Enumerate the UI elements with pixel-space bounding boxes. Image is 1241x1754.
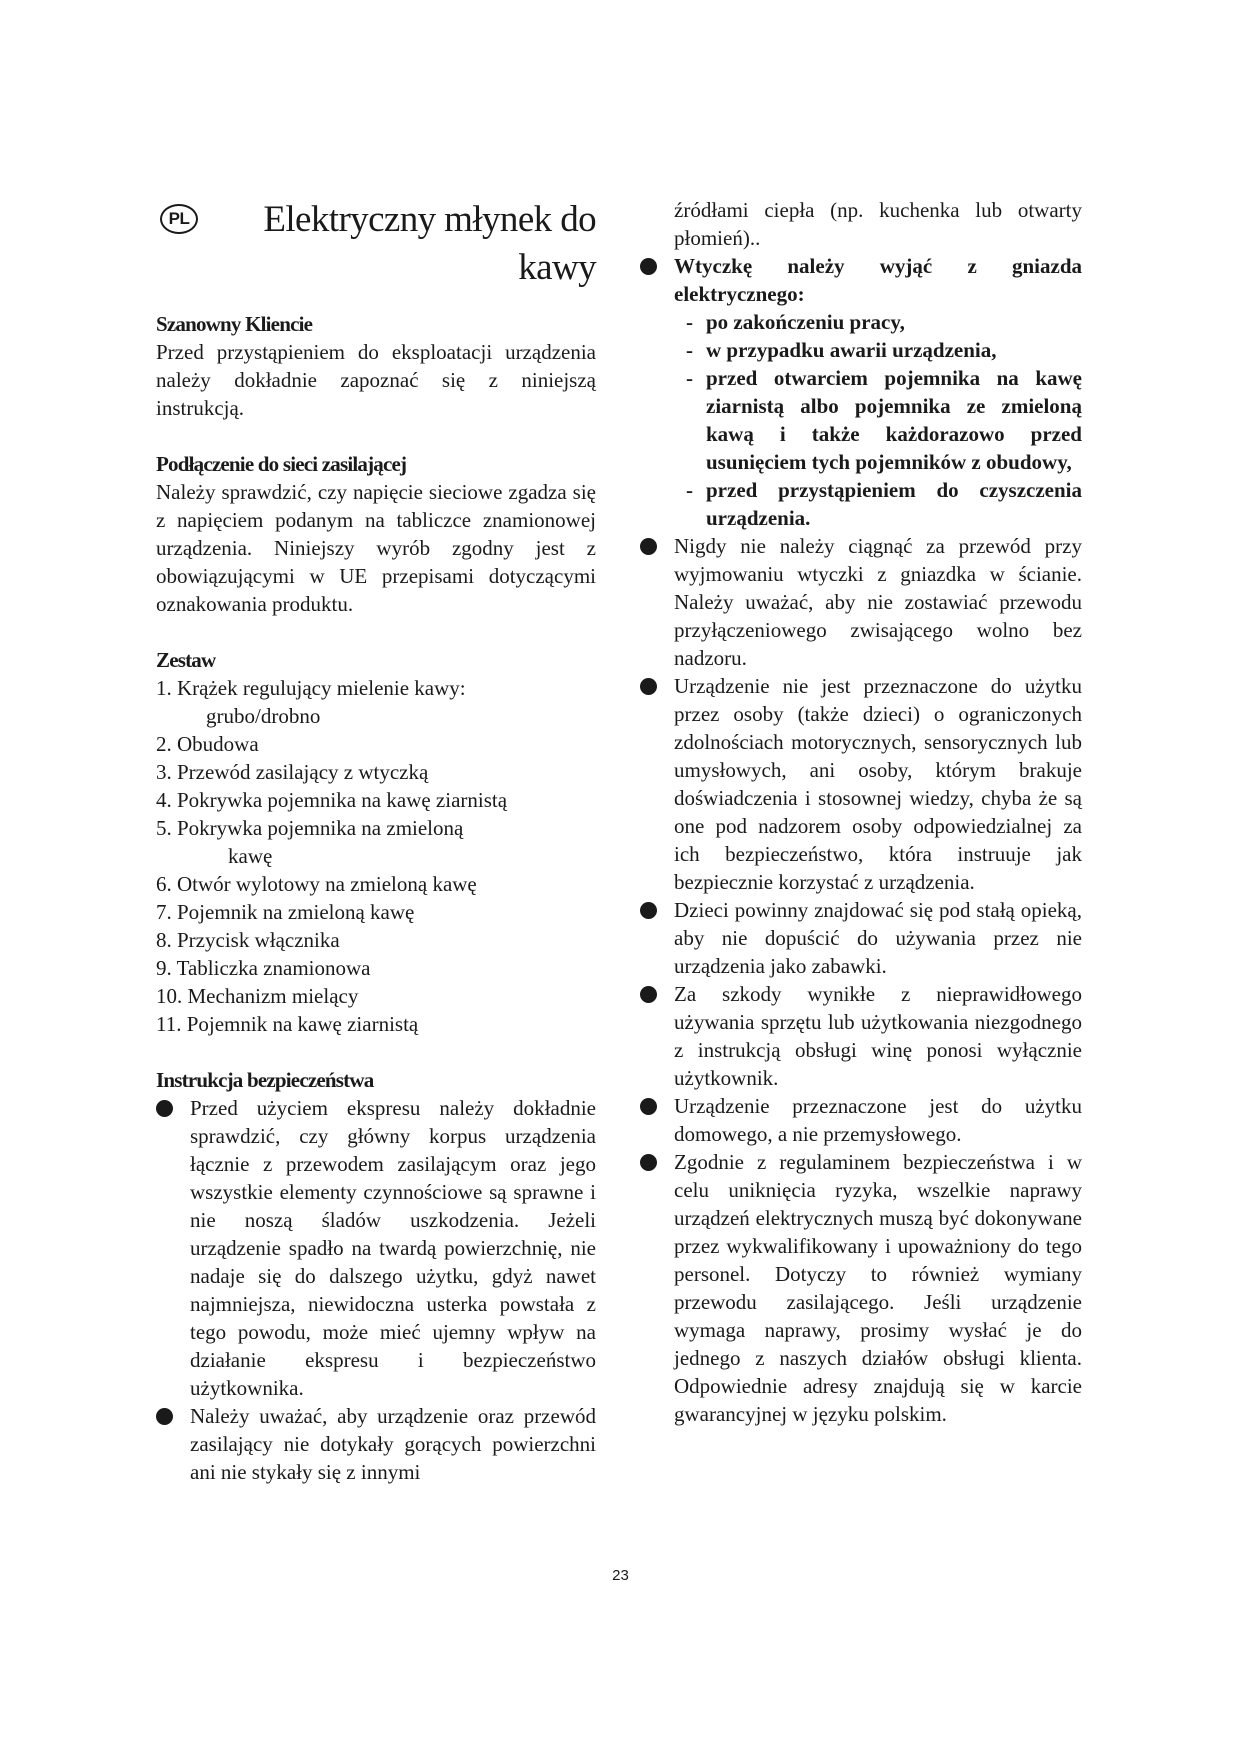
set-heading: Zestaw <box>156 648 216 672</box>
list-item <box>674 308 1082 336</box>
list-item <box>640 896 1082 980</box>
bullet-icon <box>640 258 657 275</box>
dash-mark: - <box>686 310 693 334</box>
bullet-text: Urządzenie nie jest przeznaczone do użytku przez osoby (także dzieci) o ograniczonych zdolnościach motorycznych, sensorycznych lub umysłowych, ani osoby, którym brakuje doświadczenia i stosownej wiedzy, chyba że są one pod nadzorem osoby odpowiedzialnej za ich bezpieczeństwo, która instruuje jak bezpiecznie korzystać z urządzenia. <box>674 674 1082 894</box>
bullet-text: Za szkody wynikłe z nieprawidłowego używania sprzętu lub użytkowania niezgodnego z instrukcją obsługi winę ponosi wyłącznie użytkownik. <box>674 982 1082 1090</box>
list-item <box>156 1402 596 1486</box>
page-title <box>206 196 596 292</box>
list-item <box>674 476 1082 532</box>
bullet-text: Urządzenie przeznaczone jest do użytku domowego, a nie przemysłowego. <box>674 1094 1082 1146</box>
intro-section <box>156 310 596 422</box>
bullet-text: Nigdy nie należy ciągnąć za przewód przy wyjmowaniu wtyczki z gniazdka w ścianie. Należy uważać, aby nie zostawiać przewodu przyłączeniowego zwisającego wolno bez nadzoru. <box>674 534 1082 670</box>
right-column <box>640 196 1082 1428</box>
list-item: 7. Pojemnik na zmieloną kawę <box>156 900 415 924</box>
list-item: 4. Pokrywka pojemnika na kawę ziarnistą <box>156 788 508 812</box>
left-column <box>156 310 596 1514</box>
dash-mark: - <box>686 338 693 362</box>
list-item <box>674 364 1082 476</box>
connection-heading: Podłączenie do sieci zasilającej <box>156 452 407 476</box>
bullet-icon <box>156 1408 173 1425</box>
list-item <box>156 814 596 870</box>
bullet-icon <box>640 538 657 555</box>
list-item: 11. Pojemnik na kawę ziarnistą <box>156 1012 419 1036</box>
bullet-icon <box>640 678 657 695</box>
bullet-icon <box>640 986 657 1003</box>
dash-text: przed przystąpieniem do czyszczenia urządzenia. <box>706 478 1082 530</box>
list-item: 8. Przycisk włącznika <box>156 928 340 952</box>
dash-text: po zakończeniu pracy, <box>706 310 905 334</box>
list-item-text: 5. Pokrywka pojemnika na zmieloną <box>156 816 464 840</box>
list-item <box>640 1092 1082 1148</box>
dash-text: w przypadku awarii urządzenia, <box>706 338 997 362</box>
list-item: 6. Otwór wylotowy na zmieloną kawę <box>156 872 477 896</box>
list-item: 2. Obudowa <box>156 732 259 756</box>
list-item <box>156 1094 596 1402</box>
list-item-continuation: grubo/drobno <box>206 704 321 728</box>
page-title-line-1: Elektryczny młynek do <box>263 199 596 240</box>
list-item <box>640 672 1082 896</box>
bullet-text: Dzieci powinny znajdować się pod stałą opieką, aby nie dopuścić do używania przez nie urządzenia jako zabawki. <box>674 898 1082 978</box>
intro-text: Przed przystąpieniem do eksploatacji urządzenia należy dokładnie zapoznać się z niniejszą instrukcją. <box>156 340 596 420</box>
title-block <box>156 196 596 296</box>
list-item <box>640 532 1082 672</box>
continuation-text: źródłami ciepła (np. kuchenka lub otwarty płomień).. <box>674 198 1082 250</box>
list-item-continuation: kawę <box>228 844 273 868</box>
bullet-text: Przed użyciem ekspresu należy dokładnie sprawdzić, czy główny korpus urządzenia łącznie z przewodem zasilającym oraz jego wszystkie elementy czynnościowe są sprawne i nie noszą śladów uszkodzenia. Jeżeli urządzenie spadło na twardą powierzchnię, nie nadaje się do dalszego użytku, gdyż nawet najmniejsza, niewidoczna usterka powstała z tego powodu, może mieć ujemny wpływ na działanie ekspresu i bezpieczeństwo użytkownika. <box>190 1096 596 1400</box>
list-item: 9. Tabliczka znamionowa <box>156 956 371 980</box>
dash-mark: - <box>686 478 693 502</box>
set-section <box>156 646 596 1038</box>
bullet-text: Zgodnie z regulaminem bezpieczeństwa i w celu uniknięcia ryzyka, wszelkie naprawy urządzeń elektrycznych muszą być dokonywane przez wykwalifikowany i upoważniony do tego personel. Dotyczy to również wymiany przewodu zasilającego. Jeśli urządzenie wymaga naprawy, prosimy wysłać je do jednego z naszych działów obsługi klienta. Odpowiednie adresy znajdują się w karcie gwarancyjnej w języku polskim. <box>674 1150 1082 1426</box>
plug-bullet-lead: Wtyczkę należy wyjąć z gniazda elektrycznego: <box>674 254 1082 306</box>
connection-section <box>156 450 596 618</box>
page-number: 23 <box>612 1567 629 1584</box>
intro-heading: Szanowny Kliencie <box>156 312 313 336</box>
bullet-icon <box>156 1100 173 1117</box>
page-title-line-2: kawy <box>518 247 596 288</box>
list-item <box>640 1148 1082 1428</box>
safety-bullets-left <box>156 1094 596 1486</box>
safety-section <box>156 1066 596 1486</box>
language-badge: PL <box>160 204 198 234</box>
plug-dash-list <box>640 308 1082 532</box>
list-item <box>640 252 1082 532</box>
dash-text: przed otwarciem pojemnika na kawę ziarnistą albo pojemnika ze zmieloną kawą i także każdorazowo przed usunięciem tych pojemników z obudowy, <box>706 366 1082 474</box>
list-item: 10. Mechanizm mielący <box>156 984 359 1008</box>
dash-mark: - <box>686 366 693 390</box>
list-item <box>674 336 1082 364</box>
bullet-icon <box>640 902 657 919</box>
list-item <box>640 980 1082 1092</box>
safety-bullets-right <box>640 252 1082 1428</box>
list-item <box>156 674 596 730</box>
bullet-icon <box>640 1098 657 1115</box>
list-item-text: 1. Krążek regulujący mielenie kawy: <box>156 676 466 700</box>
parts-list <box>156 674 596 1038</box>
list-item: 3. Przewód zasilający z wtyczką <box>156 760 429 784</box>
bullet-icon <box>640 1154 657 1171</box>
bullet-text: Należy uważać, aby urządzenie oraz przewód zasilający nie dotykały gorących powierzchni ani nie stykały się z innymi <box>190 1404 596 1484</box>
connection-text: Należy sprawdzić, czy napięcie sieciowe zgadza się z napięciem podanym na tabliczce znamionowej urządzenia. Niniejszy wyrób zgodny jest z obowiązującymi w UE przepisami dotyczącymi oznakowania produktu. <box>156 480 596 616</box>
safety-heading: Instrukcja bezpieczeństwa <box>156 1068 374 1092</box>
